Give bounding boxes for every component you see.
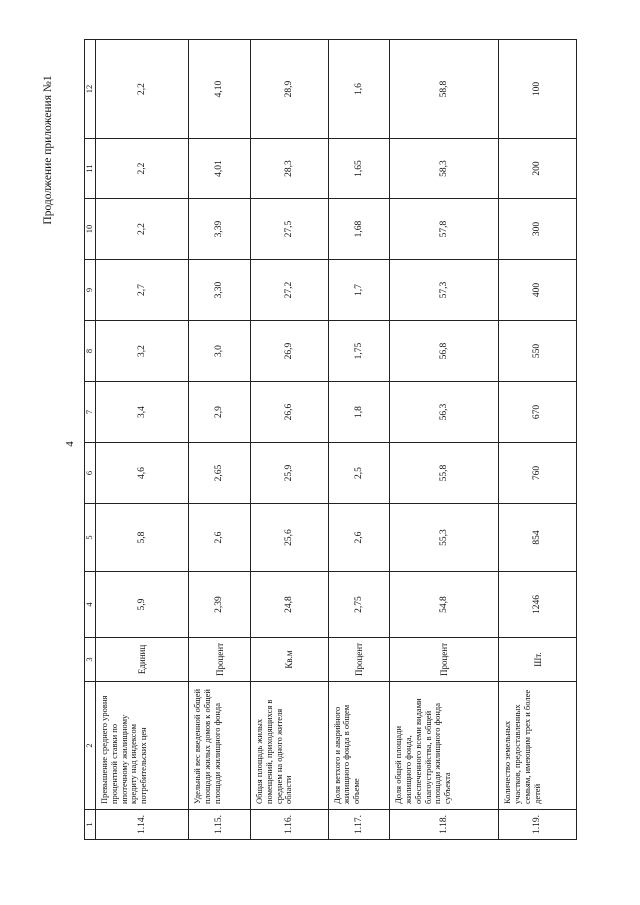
value-cell: 1,8	[328, 382, 390, 443]
indicator-name-cell: Доля общей площади жилищного фонда, обеспеченного всеми видами благоустройства, в общей площади жилищного фонда субъекта	[390, 682, 499, 810]
row-number-cell: 1.19.	[499, 810, 577, 840]
table-row	[328, 40, 390, 840]
value-cell: 854	[499, 504, 577, 572]
value-cell: 2,6	[189, 504, 251, 572]
value-cell: 1,7	[328, 260, 390, 321]
row-number-cell: 1.16.	[251, 810, 329, 840]
value-cell: 2,65	[189, 443, 251, 504]
value-cell: 2,6	[328, 504, 390, 572]
value-cell: 24,8	[251, 572, 329, 638]
table-row	[499, 40, 577, 840]
unit-cell: Процент	[390, 638, 499, 682]
indicator-name-cell: Общая площадь жилых помещений, приходящихся в среднем на одного жителя области	[251, 682, 329, 810]
indicator-name-cell: Количество земельных участков, предоставленных семьям, имеющим трех и более детей	[499, 682, 577, 810]
value-cell: 1246	[499, 572, 577, 638]
table-row	[189, 40, 251, 840]
value-cell: 400	[499, 260, 577, 321]
value-cell: 57,3	[390, 260, 499, 321]
value-cell: 1,65	[328, 139, 390, 199]
indicator-name-cell: Удельный вес введенной общей площади жилых домов к общей площади жилищного фонда	[189, 682, 251, 810]
value-cell: 3,4	[96, 382, 189, 443]
value-cell: 54,8	[390, 572, 499, 638]
column-header: 6	[85, 443, 96, 504]
value-cell: 56,8	[390, 321, 499, 382]
value-cell: 4,01	[189, 139, 251, 199]
value-cell: 26,9	[251, 321, 329, 382]
value-cell: 58,3	[390, 139, 499, 199]
value-cell: 300	[499, 199, 577, 260]
row-number-cell: 1.14.	[96, 810, 189, 840]
page-number: 4	[64, 441, 76, 447]
column-header: 5	[85, 504, 96, 572]
indicator-name-cell: Превышение среднего уровня процентной ставки по ипотечному жилищному кредиту над индексом потребительских цен	[96, 682, 189, 810]
column-header: 10	[85, 199, 96, 260]
value-cell: 2,7	[96, 260, 189, 321]
unit-cell: Шт.	[499, 638, 577, 682]
value-cell: 25,6	[251, 504, 329, 572]
value-cell: 2,5	[328, 443, 390, 504]
row-number-cell: 1.18.	[390, 810, 499, 840]
indicator-name-cell: Доля ветхого и аварийного жилищного фонда в общем объеме	[328, 682, 390, 810]
value-cell: 2,2	[96, 40, 189, 139]
unit-cell: Кв.м	[251, 638, 329, 682]
unit-cell: Единиц	[96, 638, 189, 682]
value-cell: 5,8	[96, 504, 189, 572]
appendix-title: Продолжение приложения №1	[42, 75, 54, 225]
column-header: 4	[85, 572, 96, 638]
value-cell: 2,2	[96, 199, 189, 260]
value-cell: 58,8	[390, 40, 499, 139]
value-cell: 200	[499, 139, 577, 199]
column-header: 1	[85, 810, 96, 840]
value-cell: 56,3	[390, 382, 499, 443]
value-cell: 3,0	[189, 321, 251, 382]
value-cell: 2,2	[96, 139, 189, 199]
indicators-table	[84, 40, 577, 840]
value-cell: 1,75	[328, 321, 390, 382]
column-header: 7	[85, 382, 96, 443]
table-row	[251, 40, 329, 840]
column-header: 9	[85, 260, 96, 321]
value-cell: 2,9	[189, 382, 251, 443]
value-cell: 670	[499, 382, 577, 443]
column-header: 3	[85, 638, 96, 682]
value-cell: 26,6	[251, 382, 329, 443]
value-cell: 4,6	[96, 443, 189, 504]
column-header: 11	[85, 139, 96, 199]
value-cell: 57,8	[390, 199, 499, 260]
unit-cell: Процент	[189, 638, 251, 682]
column-header: 2	[85, 682, 96, 810]
table-row	[390, 40, 499, 840]
value-cell: 55,8	[390, 443, 499, 504]
table-header-row	[85, 40, 96, 840]
column-header: 12	[85, 40, 96, 139]
value-cell: 3,39	[189, 199, 251, 260]
row-number-cell: 1.15.	[189, 810, 251, 840]
value-cell: 3,2	[96, 321, 189, 382]
table-row	[96, 40, 189, 840]
row-number-cell: 1.17.	[328, 810, 390, 840]
value-cell: 2,75	[328, 572, 390, 638]
value-cell: 55,3	[390, 504, 499, 572]
value-cell: 27,5	[251, 199, 329, 260]
value-cell: 550	[499, 321, 577, 382]
value-cell: 4,10	[189, 40, 251, 139]
value-cell: 3,30	[189, 260, 251, 321]
value-cell: 760	[499, 443, 577, 504]
value-cell: 2,39	[189, 572, 251, 638]
value-cell: 5,9	[96, 572, 189, 638]
value-cell: 1,6	[328, 40, 390, 139]
value-cell: 27,2	[251, 260, 329, 321]
value-cell: 28,3	[251, 139, 329, 199]
value-cell: 100	[499, 40, 577, 139]
column-header: 8	[85, 321, 96, 382]
value-cell: 25,9	[251, 443, 329, 504]
value-cell: 1,68	[328, 199, 390, 260]
unit-cell: Процент	[328, 638, 390, 682]
value-cell: 28,9	[251, 40, 329, 139]
